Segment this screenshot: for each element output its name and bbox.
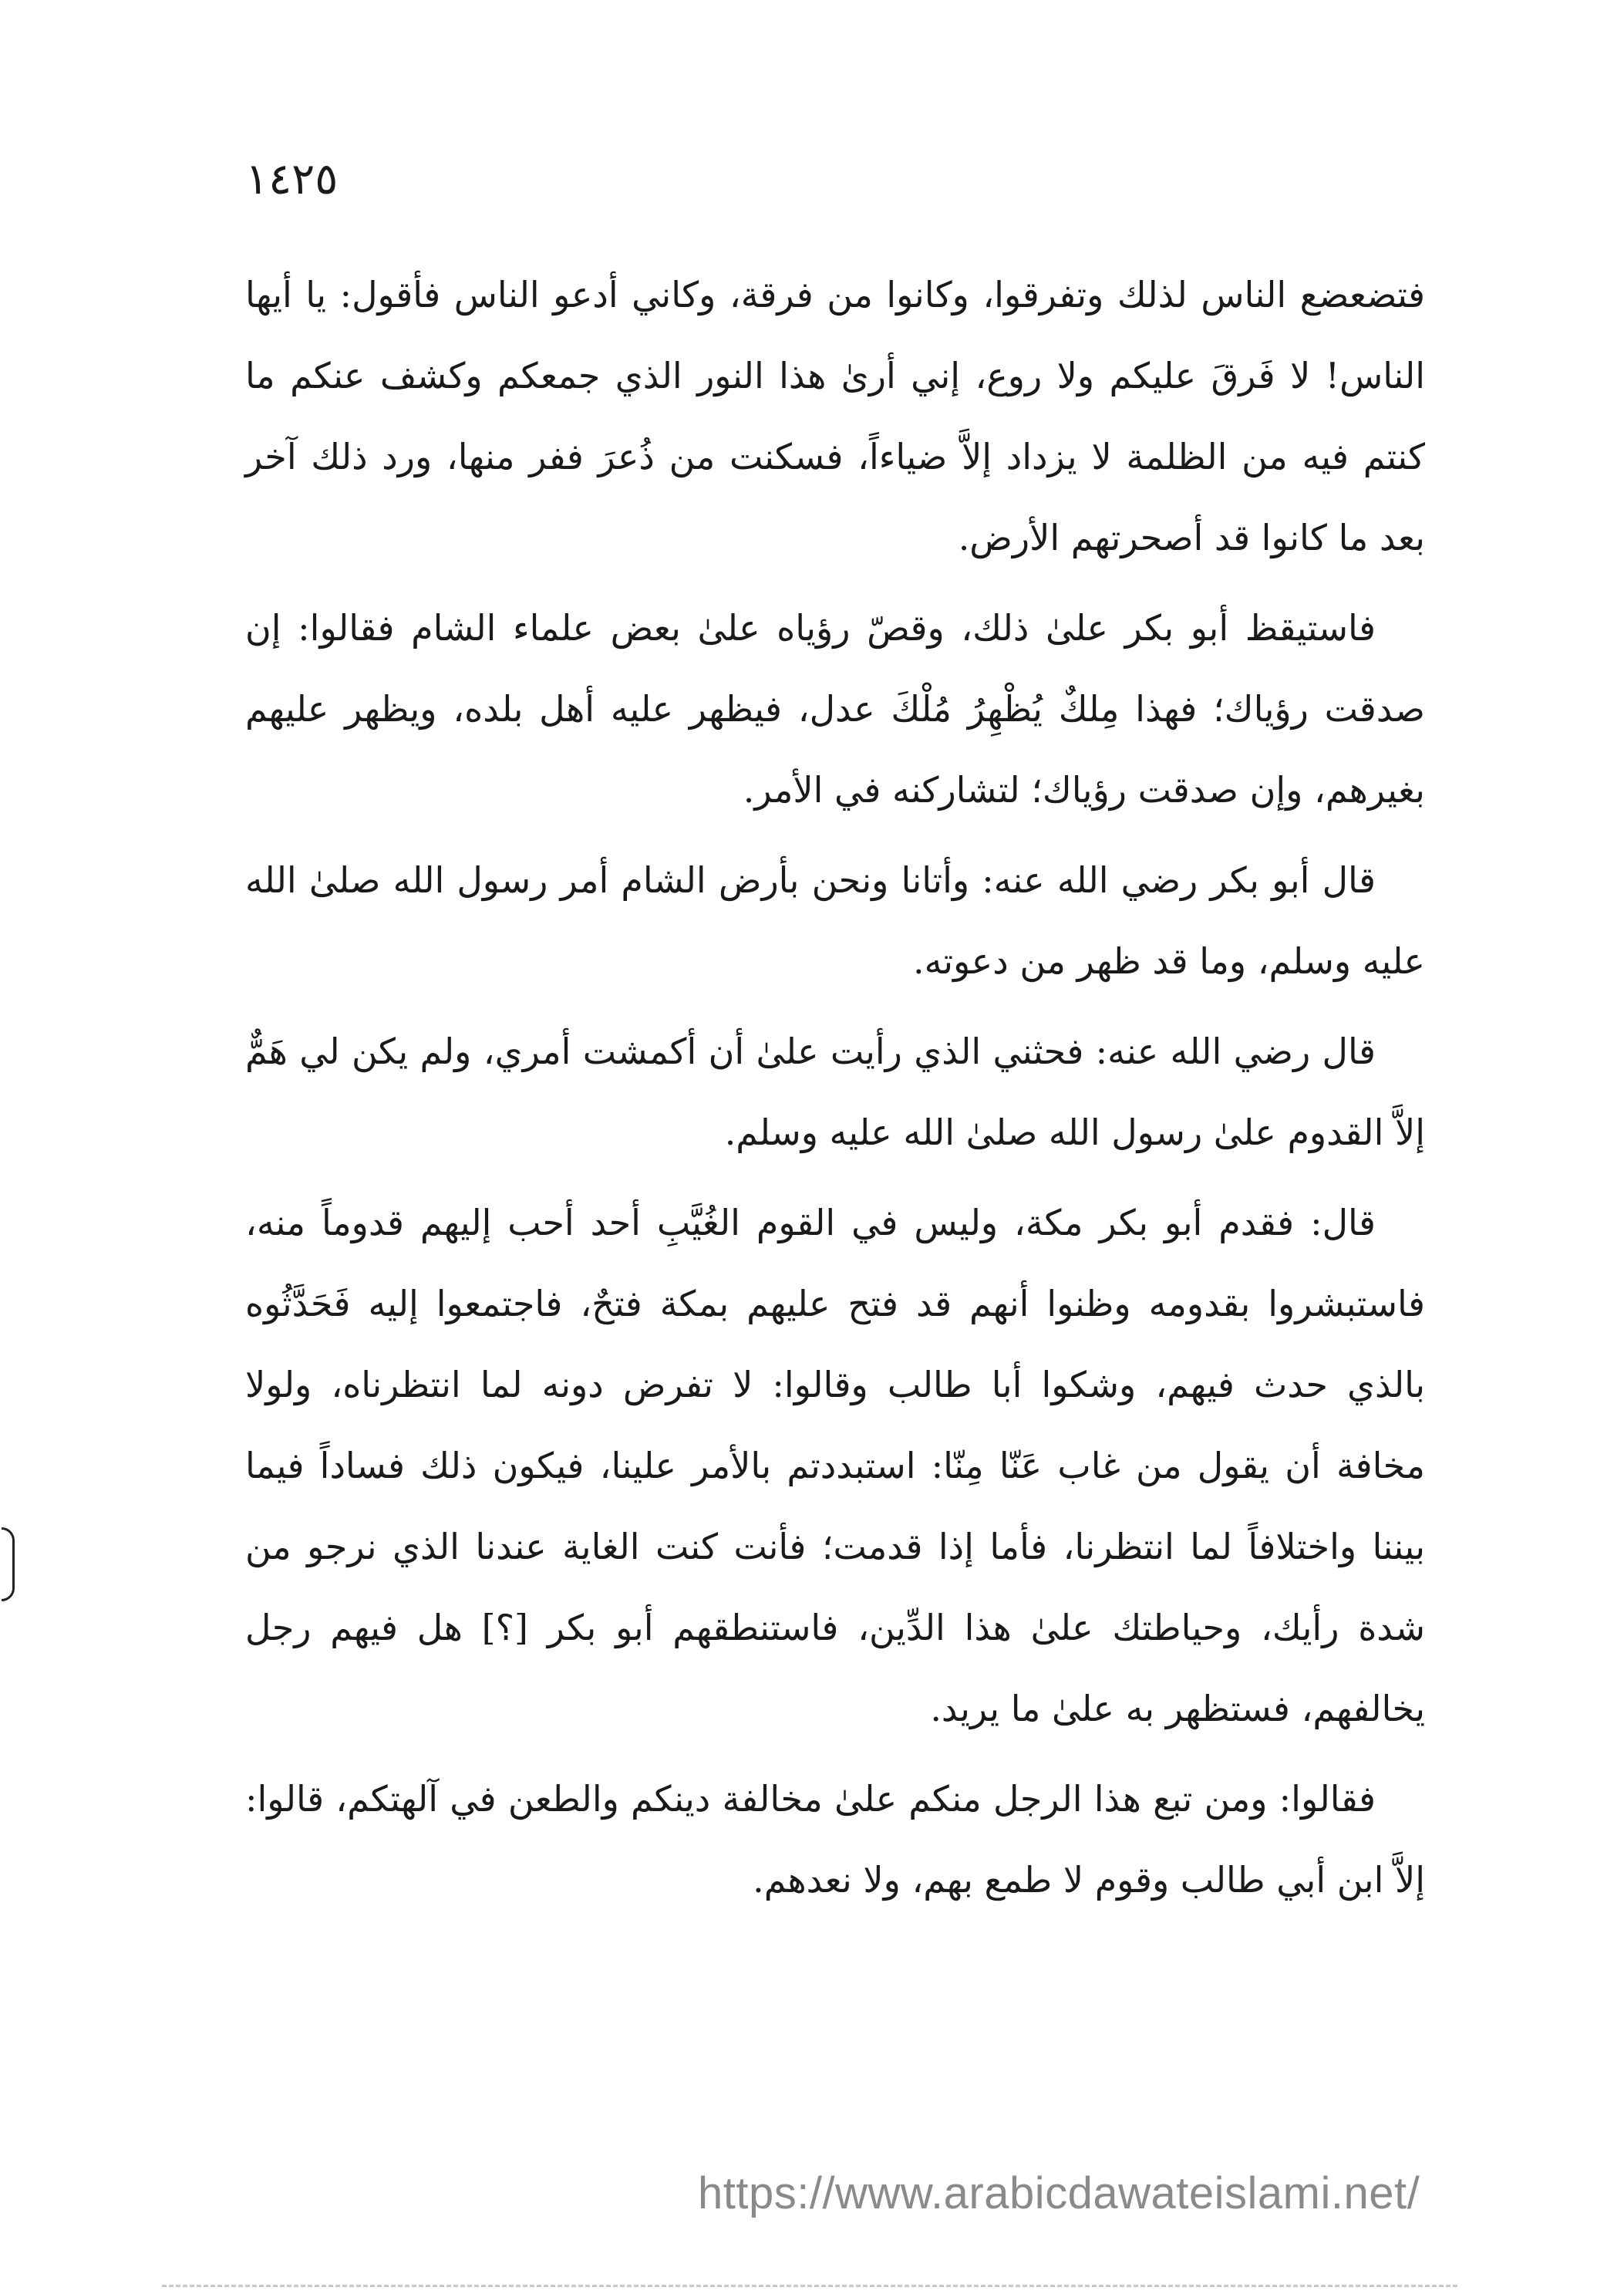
binding-edge-mark bbox=[2, 1527, 15, 1601]
paragraph-4: قال رضي الله عنه: فحثني الذي رأيت علىٰ أن أكمشت أمري، ولم يكن لي هَمٌّ إلاَّ القدوم علىٰ رسول الله صلىٰ الله عليه وسلم. bbox=[245, 1031, 1425, 1153]
paragraph-5: قال: فقدم أبو بكر مكة، وليس في القوم الغُيَّبِ أحد أحب إليهم قدوماً منه، فاستبشروا بقدومه وظنوا أنهم قد فتح عليهم بمكة فتحٌ، فاجتمعوا إليه فَحَدَّثُوه بالذي حدث فيهم، وشكوا أبا طالب وقالوا: لا تفرض دونه لما انتظرناه، ولولا مخافة أن يقول من غاب عَنّا مِنّا: استبددتم بالأمر علينا، فيكون ذلك فساداً فيما بيننا واختلافاً لما انتظرنا، فأما إذا قدمت؛ فأنت كنت الغاية عندنا الذي نرجو من شدة رأيك، وحياطتك علىٰ هذا الدِّين، فاستنطقهم أبو بكر [؟] هل فيهم رجل يخالفهم، فستظهر به علىٰ ما يريد. bbox=[245, 1202, 1425, 1729]
footer-scan-edge bbox=[162, 2285, 1457, 2287]
page-number: ١٤٢٥ bbox=[245, 154, 339, 204]
watermark-url: https://www.arabicdawateislami.net/ bbox=[698, 2168, 1420, 2218]
paragraph-6: فقالوا: ومن تبع هذا الرجل منكم علىٰ مخالفة دينكم والطعن في آلهتكم، قالوا: إلاَّ ابن أبي طالب وقوم لا طمع بهم، ولا نعدهم. bbox=[245, 1778, 1425, 1901]
page-body-text bbox=[245, 255, 1425, 1930]
paragraph-2: فاستيقظ أبو بكر علىٰ ذلك، وقصّ رؤياه علىٰ بعض علماء الشام فقالوا: إن صدقت رؤياك؛ فهذا مِلكٌ يُظْهِرُ مُلْكَ عدل، فيظهر عليه أهل بلده، ويظهر عليهم بغيرهم، وإن صدقت رؤياك؛ لتشاركنه في الأمر. bbox=[245, 607, 1425, 811]
paragraph-3: قال أبو بكر رضي الله عنه: وأتانا ونحن بأرض الشام أمر رسول الله صلىٰ الله عليه وسلم، وما قد ظهر من دعوته. bbox=[245, 859, 1425, 982]
paragraph-1: فتضعضع الناس لذلك وتفرقوا، وكانوا من فرقة، وكاني أدعو الناس فأقول: يا أيها الناس! لا فَرقَ عليكم ولا روع، إني أرىٰ هذا النور الذي جمعكم وكشف عنكم ما كنتم فيه من الظلمة لا يزداد إلاَّ ضياءاً، فسكنت من ذُعرَ ففر منها، ورد ذلك آخر بعد ما كانوا قد أصحرتهم الأرض. bbox=[245, 274, 1425, 558]
